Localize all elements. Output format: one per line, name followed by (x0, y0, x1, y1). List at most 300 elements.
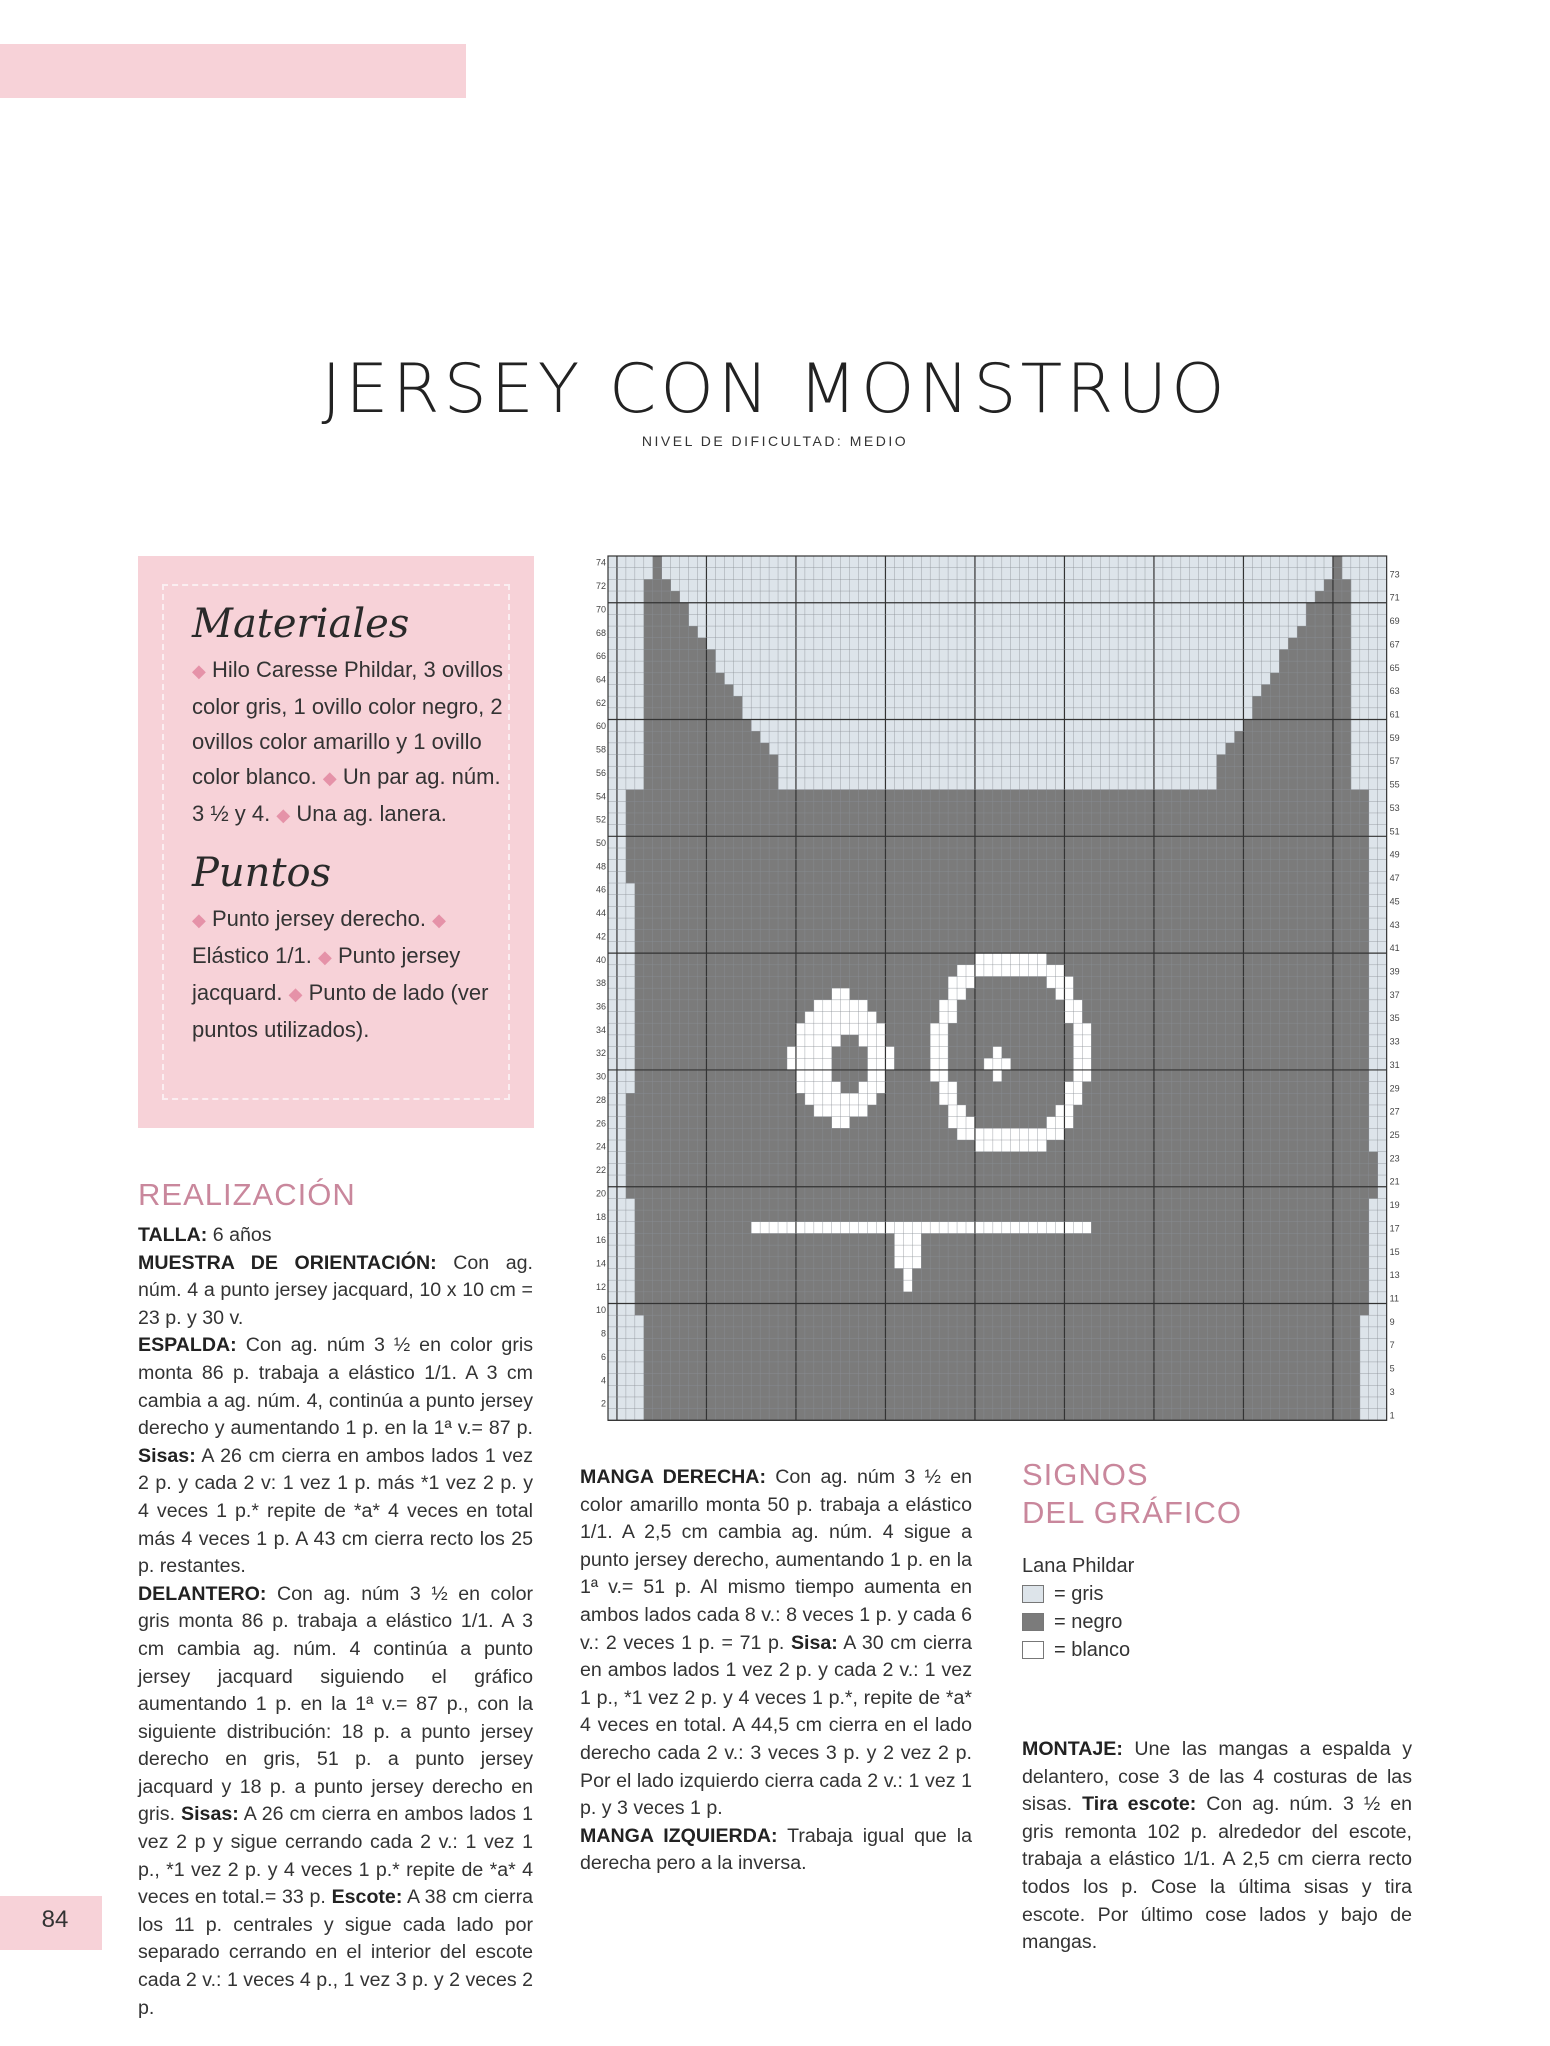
chart-cell-negro (1118, 1058, 1127, 1070)
chart-cell-negro (715, 1350, 724, 1362)
chart-cell-negro (662, 673, 671, 685)
chart-cell-negro (903, 1187, 912, 1199)
chart-cell-negro (1252, 965, 1261, 977)
chart-cell-negro (1261, 953, 1270, 965)
chart-cell-negro (1002, 906, 1011, 918)
chart-cell-negro (975, 1000, 984, 1012)
chart-cell-blanco (805, 1070, 814, 1082)
chart-cell-negro (644, 906, 653, 918)
chart-cell-negro (1324, 638, 1333, 650)
chart-cell-negro (1252, 1035, 1261, 1047)
chart-cell-negro (1163, 918, 1172, 930)
chart-cell-negro (1217, 1175, 1226, 1187)
chart-cell-negro (769, 965, 778, 977)
chart-cell-negro (1306, 708, 1315, 720)
chart-cell-negro (1324, 1233, 1333, 1245)
chart-cell-negro (939, 1140, 948, 1152)
chart-cell-negro (1324, 848, 1333, 860)
chart-cell-negro (966, 790, 975, 802)
chart-cell-negro (1011, 1047, 1020, 1059)
chart-cell-negro (787, 906, 796, 918)
chart-cell-negro (850, 930, 859, 942)
chart-cell-negro (975, 1105, 984, 1117)
chart-cell-negro (698, 1222, 707, 1234)
chart-cell-negro (1064, 871, 1073, 883)
materials-heading: Materiales (192, 601, 410, 647)
chart-cell-negro (698, 1152, 707, 1164)
chart-cell-negro (1056, 1374, 1065, 1386)
chart-cell-negro (957, 836, 966, 848)
chart-cell-negro (1279, 1070, 1288, 1082)
chart-cell-negro (1073, 813, 1082, 825)
chart-cell-negro (868, 1304, 877, 1316)
chart-cell-negro (921, 1210, 930, 1222)
chart-cell-negro (724, 1397, 733, 1409)
chart-cell-negro (689, 1105, 698, 1117)
chart-cell-negro (680, 638, 689, 650)
chart-cell-negro (939, 906, 948, 918)
chart-cell-negro (1297, 1035, 1306, 1047)
chart-cell-negro (1208, 895, 1217, 907)
chart-cell-negro (1226, 766, 1235, 778)
signos-heading (1022, 1456, 1242, 1532)
chart-cell-negro (930, 1152, 939, 1164)
chart-cell-negro (706, 1350, 715, 1362)
chart-cell-negro (1109, 871, 1118, 883)
chart-cell-negro (671, 766, 680, 778)
chart-cell-negro (760, 1245, 769, 1257)
chart-cell-negro (1333, 579, 1342, 591)
chart-cell-negro (1261, 1222, 1270, 1234)
chart-cell-negro (1199, 976, 1208, 988)
chart-cell-negro (644, 1105, 653, 1117)
chart-cell-negro (1056, 1397, 1065, 1409)
chart-cell-negro (1342, 1070, 1351, 1082)
chart-cell-negro (733, 1187, 742, 1199)
chart-cell-negro (841, 1140, 850, 1152)
chart-cell-negro (868, 1000, 877, 1012)
chart-cell-negro (1315, 1374, 1324, 1386)
chart-cell-negro (984, 1268, 993, 1280)
chart-cell-negro (742, 778, 751, 790)
chart-cell-negro (724, 1105, 733, 1117)
chart-cell-negro (921, 1047, 930, 1059)
chart-cell-negro (948, 1163, 957, 1175)
chart-cell-negro (1360, 965, 1369, 977)
chart-cell-negro (1002, 860, 1011, 872)
chart-cell-negro (1306, 684, 1315, 696)
chart-cell-negro (1145, 836, 1154, 848)
chart-cell-negro (1047, 1012, 1056, 1024)
chart-cell-negro (823, 836, 832, 848)
chart-cell-negro (1145, 801, 1154, 813)
chart-cell-negro (939, 965, 948, 977)
chart-cell-negro (1288, 1362, 1297, 1374)
chart-cell-negro (1252, 871, 1261, 883)
chart-cell-negro (706, 1222, 715, 1234)
chart-cell-negro (1324, 1327, 1333, 1339)
chart-cell-negro (894, 953, 903, 965)
chart-cell-negro (1324, 1152, 1333, 1164)
chart-cell-negro (671, 825, 680, 837)
chart-cell-negro (1235, 1397, 1244, 1409)
chart-cell-negro (1333, 906, 1342, 918)
chart-cell-negro (930, 1327, 939, 1339)
chart-cell-negro (689, 883, 698, 895)
chart-cell-blanco (841, 1012, 850, 1024)
chart-cell-negro (653, 1397, 662, 1409)
chart-cell-blanco (877, 1035, 886, 1047)
chart-cell-negro (760, 895, 769, 907)
chart-cell-negro (1279, 696, 1288, 708)
chart-cell-negro (814, 1117, 823, 1129)
sisa3-value: A 30 cm cierra en ambos lados 1 vez 2 p. y cada 2 v.: 1 vez 1 p., *1 vez 2 p. y 4 veces 1 p.*, repite de *a* 4 veces en total. A 44,5 cm cierra en el lado derecho cada 2 v.: 3 veces 3 p. y 2 vez 2 p. Por el lado izquierdo cierra cada 2 v.: 1 vez 1 p. y 3 veces 1 p. (580, 1631, 972, 1820)
chart-cell-negro (1038, 918, 1047, 930)
chart-cell-negro (984, 1339, 993, 1351)
chart-cell-negro (1199, 1152, 1208, 1164)
chart-cell-negro (832, 918, 841, 930)
chart-cell-negro (1324, 603, 1333, 615)
chart-cell-negro (760, 1187, 769, 1199)
chart-cell-negro (1002, 1152, 1011, 1164)
chart-cell-negro (1199, 1280, 1208, 1292)
chart-cell-negro (859, 1210, 868, 1222)
chart-cell-negro (930, 1268, 939, 1280)
chart-cell-negro (733, 708, 742, 720)
chart-cell-negro (1261, 1245, 1270, 1257)
chart-cell-negro (760, 1198, 769, 1210)
chart-cell-negro (724, 1339, 733, 1351)
chart-cell-negro (957, 1058, 966, 1070)
chart-cell-negro (1145, 1280, 1154, 1292)
chart-cell-negro (1047, 1292, 1056, 1304)
chart-cell-negro (1297, 1128, 1306, 1140)
chart-cell-negro (1261, 1339, 1270, 1351)
chart-cell-negro (1270, 1350, 1279, 1362)
chart-cell-blanco (1038, 1222, 1047, 1234)
chart-cell-negro (993, 988, 1002, 1000)
chart-cell-negro (1279, 1210, 1288, 1222)
chart-cell-negro (715, 673, 724, 685)
chart-cell-negro (1306, 1339, 1315, 1351)
chart-cell-negro (1154, 1292, 1163, 1304)
chart-cell-negro (1073, 976, 1082, 988)
chart-cell-negro (877, 1117, 886, 1129)
chart-cell-blanco (975, 965, 984, 977)
chart-cell-negro (1127, 1210, 1136, 1222)
chart-cell-negro (1172, 1082, 1181, 1094)
chart-cell-negro (644, 871, 653, 883)
chart-cell-negro (1243, 720, 1252, 732)
chart-cell-negro (1288, 1070, 1297, 1082)
chart-cell-negro (948, 1047, 957, 1059)
chart-cell-negro (859, 790, 868, 802)
chart-cell-negro (698, 1397, 707, 1409)
chart-cell-negro (1056, 1140, 1065, 1152)
chart-cell-negro (1118, 1047, 1127, 1059)
chart-cell-negro (1315, 1082, 1324, 1094)
chart-cell-negro (724, 848, 733, 860)
chart-cell-negro (1333, 918, 1342, 930)
chart-cell-negro (760, 1233, 769, 1245)
chart-cell-negro (1252, 720, 1261, 732)
chart-cell-negro (1002, 1117, 1011, 1129)
chart-cell-negro (1136, 836, 1145, 848)
chart-cell-negro (832, 790, 841, 802)
chart-cell-blanco (841, 1105, 850, 1117)
chart-cell-negro (966, 1093, 975, 1105)
chart-cell-negro (751, 1082, 760, 1094)
chart-cell-negro (1163, 941, 1172, 953)
chart-cell-negro (832, 930, 841, 942)
chart-cell-negro (1315, 836, 1324, 848)
sisas-label: Sisas: (138, 1444, 196, 1467)
chart-cell-negro (1270, 1117, 1279, 1129)
chart-cell-negro (948, 953, 957, 965)
chart-cell-negro (680, 603, 689, 615)
chart-cell-negro (1297, 684, 1306, 696)
chart-cell-negro (859, 1268, 868, 1280)
chart-cell-negro (769, 895, 778, 907)
chart-cell-negro (832, 860, 841, 872)
chart-cell-negro (903, 1339, 912, 1351)
chart-cell-negro (1181, 1163, 1190, 1175)
chart-cell-negro (769, 1163, 778, 1175)
chart-cell-negro (778, 1280, 787, 1292)
chart-cell-negro (662, 1245, 671, 1257)
chart-cell-negro (1235, 766, 1244, 778)
chart-cell-negro (966, 1152, 975, 1164)
chart-cell-negro (1109, 1047, 1118, 1059)
chart-cell-negro (1127, 953, 1136, 965)
chart-cell-blanco (1047, 1222, 1056, 1234)
chart-cell-negro (671, 895, 680, 907)
chart-cell-negro (1208, 1327, 1217, 1339)
chart-cell-negro (689, 1233, 698, 1245)
chart-cell-negro (1226, 1047, 1235, 1059)
chart-cell-negro (1360, 1093, 1369, 1105)
chart-cell-negro (1199, 1128, 1208, 1140)
chart-cell-negro (1243, 1280, 1252, 1292)
chart-cell-negro (1181, 883, 1190, 895)
chart-cell-negro (1252, 836, 1261, 848)
chart-cell-negro (724, 1175, 733, 1187)
chart-cell-negro (653, 1362, 662, 1374)
chart-cell-blanco (1064, 1000, 1073, 1012)
chart-cell-negro (1136, 1210, 1145, 1222)
chart-cell-negro (715, 836, 724, 848)
chart-cell-negro (1261, 941, 1270, 953)
chart-cell-negro (1064, 825, 1073, 837)
chart-cell-negro (1217, 930, 1226, 942)
chart-cell-negro (778, 1210, 787, 1222)
chart-cell-negro (706, 813, 715, 825)
chart-cell-negro (1020, 1000, 1029, 1012)
chart-cell-negro (1333, 1409, 1342, 1421)
chart-cell-negro (921, 1362, 930, 1374)
chart-cell-negro (1288, 1093, 1297, 1105)
chart-cell-negro (930, 1245, 939, 1257)
chart-cell-negro (1306, 953, 1315, 965)
chart-cell-negro (841, 918, 850, 930)
chart-cell-negro (1235, 1012, 1244, 1024)
chart-cell-negro (993, 1210, 1002, 1222)
chart-cell-negro (1100, 871, 1109, 883)
chart-cell-negro (760, 1128, 769, 1140)
chart-cell-negro (948, 1152, 957, 1164)
chart-cell-blanco (1082, 1035, 1091, 1047)
chart-cell-negro (742, 1268, 751, 1280)
chart-cell-negro (706, 1128, 715, 1140)
chart-cell-negro (975, 976, 984, 988)
chart-cell-negro (635, 836, 644, 848)
chart-cell-blanco (877, 1082, 886, 1094)
chart-cell-negro (850, 1128, 859, 1140)
chart-cell-negro (1315, 918, 1324, 930)
chart-cell-negro (966, 1023, 975, 1035)
chart-cell-negro (644, 976, 653, 988)
chart-cell-negro (1208, 918, 1217, 930)
chart-cell-negro (1020, 1023, 1029, 1035)
chart-cell-negro (724, 953, 733, 965)
chart-cell-negro (1011, 1245, 1020, 1257)
chart-cell-negro (706, 1257, 715, 1269)
chart-cell-negro (644, 1233, 653, 1245)
chart-cell-negro (930, 1128, 939, 1140)
chart-cell-negro (957, 1362, 966, 1374)
chart-cell-negro (671, 1047, 680, 1059)
chart-cell-negro (1038, 895, 1047, 907)
chart-cell-negro (742, 1304, 751, 1316)
chart-cell-negro (1297, 953, 1306, 965)
chart-cell-negro (1038, 1315, 1047, 1327)
chart-cell-negro (733, 1105, 742, 1117)
chart-cell-negro (1109, 1280, 1118, 1292)
chart-cell-negro (1252, 1385, 1261, 1397)
chart-cell-negro (975, 941, 984, 953)
chart-cell-negro (921, 976, 930, 988)
chart-cell-negro (1261, 1397, 1270, 1409)
chart-cell-negro (1243, 1175, 1252, 1187)
chart-cell-negro (733, 1292, 742, 1304)
chart-cell-negro (1181, 1245, 1190, 1257)
chart-cell-negro (1333, 1152, 1342, 1164)
chart-cell-blanco (993, 1222, 1002, 1234)
chart-cell-negro (1270, 1362, 1279, 1374)
chart-cell-negro (662, 1187, 671, 1199)
chart-cell-negro (850, 1280, 859, 1292)
chart-cell-negro (832, 1350, 841, 1362)
chart-cell-negro (1351, 1023, 1360, 1035)
chart-cell-negro (894, 1268, 903, 1280)
chart-cell-negro (1243, 813, 1252, 825)
chart-cell-blanco (814, 1058, 823, 1070)
chart-cell-negro (841, 871, 850, 883)
chart-cell-negro (1038, 976, 1047, 988)
chart-cell-negro (1172, 813, 1181, 825)
chart-cell-negro (1136, 1175, 1145, 1187)
signos-heading-line-2: DEL GRÁFICO (1022, 1495, 1242, 1530)
chart-cell-negro (1199, 1257, 1208, 1269)
chart-cell-negro (1056, 836, 1065, 848)
chart-cell-negro (885, 860, 894, 872)
chart-cell-negro (966, 848, 975, 860)
chart-cell-negro (733, 1327, 742, 1339)
chart-cell-negro (1163, 1093, 1172, 1105)
chart-cell-negro (1038, 988, 1047, 1000)
chart-cell-negro (921, 1187, 930, 1199)
chart-cell-negro (912, 1292, 921, 1304)
chart-cell-negro (769, 1292, 778, 1304)
chart-cell-negro (671, 1198, 680, 1210)
chart-cell-negro (1064, 1374, 1073, 1386)
chart-cell-negro (1333, 1385, 1342, 1397)
chart-cell-negro (689, 1257, 698, 1269)
talla-label: TALLA: (138, 1224, 208, 1246)
delantero-label: DELANTERO: (138, 1582, 267, 1605)
chart-cell-negro (805, 1105, 814, 1117)
chart-cell-negro (1056, 1280, 1065, 1292)
chart-cell-negro (662, 1339, 671, 1351)
chart-cell-blanco (993, 1047, 1002, 1059)
chart-cell-blanco (948, 1117, 957, 1129)
chart-cell-negro (841, 941, 850, 953)
chart-cell-negro (894, 1397, 903, 1409)
chart-cell-negro (1002, 1163, 1011, 1175)
chart-cell-negro (1002, 1268, 1011, 1280)
chart-cell-negro (1315, 1222, 1324, 1234)
chart-cell-negro (1208, 1082, 1217, 1094)
chart-cell-negro (680, 906, 689, 918)
chart-cell-negro (644, 1374, 653, 1386)
chart-cell-negro (939, 1350, 948, 1362)
chart-cell-negro (733, 825, 742, 837)
chart-cell-negro (993, 825, 1002, 837)
chart-cell-negro (1109, 836, 1118, 848)
chart-cell-negro (1064, 1047, 1073, 1059)
chart-cell-negro (698, 930, 707, 942)
chart-cell-negro (1243, 1000, 1252, 1012)
chart-cell-negro (1118, 1070, 1127, 1082)
chart-cell-negro (1136, 1152, 1145, 1164)
chart-cell-negro (1181, 1280, 1190, 1292)
chart-cell-negro (948, 1374, 957, 1386)
chart-cell-negro (1145, 1385, 1154, 1397)
chart-cell-negro (662, 591, 671, 603)
chart-cell-negro (1163, 1152, 1172, 1164)
chart-cell-negro (1226, 1175, 1235, 1187)
chart-cell-negro (1252, 1257, 1261, 1269)
chart-cell-negro (680, 860, 689, 872)
chart-cell-negro (850, 953, 859, 965)
chart-cell-blanco (1047, 965, 1056, 977)
chart-cell-negro (1351, 1187, 1360, 1199)
chart-cell-negro (1154, 1245, 1163, 1257)
chart-cell-negro (769, 1175, 778, 1187)
chart-cell-negro (966, 1304, 975, 1316)
chart-cell-negro (733, 755, 742, 767)
chart-cell-negro (1011, 1070, 1020, 1082)
chart-cell-negro (787, 1175, 796, 1187)
chart-cell-negro (1360, 1210, 1369, 1222)
chart-cell-negro (1235, 755, 1244, 767)
chart-cell-negro (635, 1093, 644, 1105)
chart-cell-negro (1073, 860, 1082, 872)
chart-cell-negro (903, 813, 912, 825)
chart-cell-blanco (948, 1012, 957, 1024)
chart-cell-negro (1181, 1385, 1190, 1397)
chart-cell-negro (1181, 1222, 1190, 1234)
